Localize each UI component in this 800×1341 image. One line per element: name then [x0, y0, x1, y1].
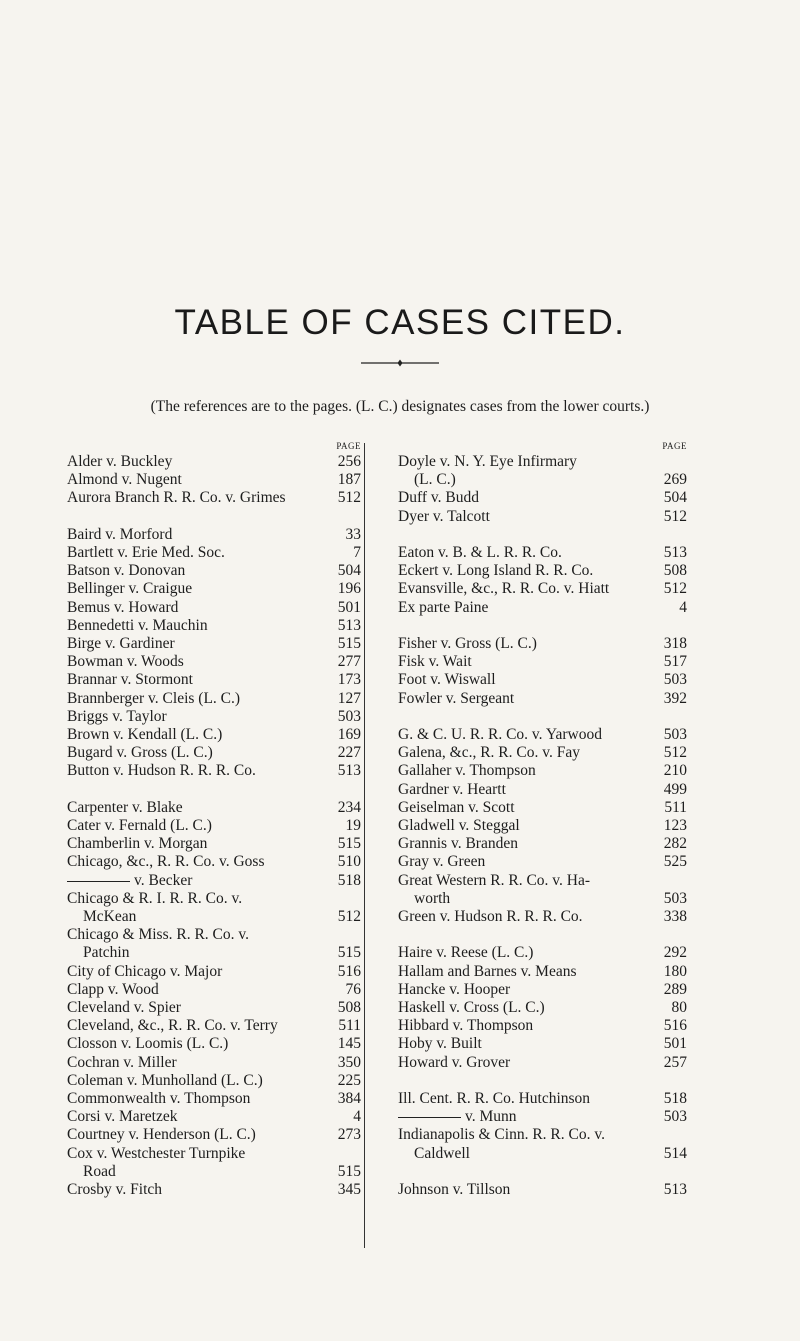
case-entry [67, 471, 361, 489]
case-entry [67, 963, 361, 981]
case-name: Fisk v. Wait [398, 653, 472, 671]
case-entry [67, 744, 361, 762]
case-name: Cater v. Fernald (L. C.) [67, 817, 212, 835]
case-page-number: 518 [663, 1090, 687, 1108]
case-entry [372, 762, 687, 780]
case-name: Chicago, &c., R. R. Co. v. Goss [67, 853, 265, 871]
case-page-number: 257 [663, 1053, 687, 1071]
case-entry [372, 508, 687, 526]
case-name: Hancke v. Hooper [398, 980, 511, 998]
case-entry [372, 944, 687, 962]
case-entry [372, 1090, 687, 1108]
case-name: Birge v. Gardiner [67, 635, 175, 653]
ditto-dash [67, 881, 130, 882]
case-name: Foot v. Wiswall [398, 671, 496, 689]
case-name: Button v. Hudson R. R. R. Co. [67, 762, 256, 780]
case-entry [67, 981, 361, 999]
case-name: Cleveland, &c., R. R. Co. v. Terry [67, 1017, 278, 1035]
case-entry [67, 1145, 361, 1163]
case-name: Fowler v. Sergeant [398, 689, 515, 707]
cases-column-right [372, 440, 687, 1199]
case-entry [372, 580, 687, 598]
case-name: Gray v. Green [398, 853, 486, 871]
case-name: Corsi v. Maretzek [67, 1108, 178, 1126]
case-name: McKean [83, 908, 137, 926]
case-name: Great Western R. R. Co. v. Ha- [398, 871, 591, 889]
case-name: Courtney v. Henderson (L. C.) [67, 1126, 256, 1144]
case-entry [67, 872, 361, 890]
case-page-number: 513 [337, 762, 361, 780]
case-name: Bartlett v. Erie Med. Soc. [67, 544, 225, 561]
case-page-number: 80 [671, 999, 687, 1017]
case-name: Bugard v. Gross (L. C.) [67, 744, 213, 762]
case-page-number: 511 [338, 1017, 361, 1035]
case-page-number: 338 [663, 908, 687, 926]
ornament-rule-icon [361, 358, 439, 368]
case-entry [67, 635, 361, 653]
case-entry [372, 690, 687, 708]
case-entry [67, 926, 361, 944]
case-entry [67, 671, 361, 689]
case-name: Johnson v. Tillson [398, 1181, 511, 1199]
case-entry [67, 853, 361, 871]
case-page-number: 504 [663, 489, 687, 507]
case-entry [67, 1108, 361, 1126]
case-name: Geiselman v. Scott [398, 798, 515, 816]
case-name: Patchin [83, 944, 130, 962]
case-entry [67, 908, 361, 926]
case-page-number: 513 [663, 1181, 687, 1199]
case-entry [67, 544, 361, 562]
case-page-number: 187 [337, 471, 361, 489]
case-name: Duff v. Budd [398, 489, 479, 507]
case-entry [67, 1181, 361, 1199]
case-page-number: 273 [337, 1126, 361, 1144]
case-entry [372, 1035, 687, 1053]
case-name: v. Munn [398, 1108, 517, 1126]
case-name: Doyle v. N. Y. Eye Infirmary [398, 453, 577, 470]
case-page-number: 525 [663, 853, 687, 871]
case-entry [372, 1054, 687, 1072]
case-entry [372, 453, 687, 471]
case-entry [67, 944, 361, 962]
case-name: Ill. Cent. R. R. Co. Hutchinson [398, 1090, 591, 1108]
case-name: Green v. Hudson R. R. R. Co. [398, 908, 583, 926]
case-name: Brown v. Kendall (L. C.) [67, 726, 223, 744]
case-name: Coleman v. Munholland (L. C.) [67, 1071, 263, 1089]
case-entry [67, 726, 361, 744]
case-page-number: 289 [663, 980, 687, 998]
case-page-number: 499 [663, 780, 687, 798]
ditto-dash [398, 1117, 461, 1118]
case-page-number: 511 [664, 798, 687, 816]
case-entry [67, 599, 361, 617]
case-page-number: 123 [663, 817, 687, 835]
case-entry [67, 817, 361, 835]
case-entry [67, 1017, 361, 1035]
case-name: Cleveland v. Spier [67, 999, 181, 1017]
case-name: Gladwell v. Steggal [398, 817, 520, 835]
case-page-number: 504 [337, 562, 361, 580]
case-name: Clapp v. Wood [67, 980, 159, 998]
case-entry [372, 799, 687, 817]
case-name: Crosby v. Fitch [67, 1181, 163, 1199]
case-entry [372, 471, 687, 489]
case-list-left [67, 453, 361, 1199]
case-page-number: 516 [663, 1017, 687, 1035]
case-name: Howard v. Grover [398, 1053, 511, 1071]
case-name: Alder v. Buckley [67, 453, 173, 470]
case-entry [67, 690, 361, 708]
case-page-number: 76 [345, 980, 361, 998]
case-entry [67, 762, 361, 780]
case-entry [372, 1181, 687, 1199]
case-name: worth [414, 889, 451, 907]
case-entry [372, 1126, 687, 1144]
case-entry [372, 1145, 687, 1163]
case-entry [372, 835, 687, 853]
case-page-number: 392 [663, 689, 687, 707]
case-name: Baird v. Morford [67, 525, 173, 543]
case-name: Closson v. Loomis (L. C.) [67, 1035, 229, 1053]
case-name: Hibbard v. Thompson [398, 1017, 534, 1035]
case-entry [372, 599, 687, 617]
case-page-number: 234 [337, 798, 361, 816]
case-name: Dyer v. Talcott [398, 507, 490, 525]
case-entry [372, 817, 687, 835]
case-entry [372, 562, 687, 580]
case-entry [372, 781, 687, 799]
case-name: Road [83, 1162, 116, 1180]
case-name: Gallaher v. Thompson [398, 762, 536, 780]
case-entry [67, 890, 361, 908]
case-entry [67, 489, 361, 507]
case-name: Hoby v. Built [398, 1035, 482, 1053]
case-entry [67, 835, 361, 853]
case-name: Ex parte Paine [398, 598, 489, 616]
case-page-number: 514 [663, 1144, 687, 1162]
case-entry [67, 1054, 361, 1072]
case-name: Evansville, &c., R. R. Co. v. Hiatt [398, 580, 610, 598]
case-name: Briggs v. Taylor [67, 707, 167, 725]
case-entry [67, 708, 361, 726]
case-entry [67, 999, 361, 1017]
case-entry [67, 1163, 361, 1181]
case-page-number: 127 [337, 689, 361, 707]
case-name: Batson v. Donovan [67, 562, 186, 580]
case-page-number: 516 [337, 962, 361, 980]
case-entry [372, 635, 687, 653]
case-name: Almond v. Nugent [67, 471, 182, 489]
case-entry [67, 653, 361, 671]
case-entry [372, 999, 687, 1017]
case-page-number: 180 [663, 962, 687, 980]
case-page-number: 196 [337, 580, 361, 598]
case-name: Aurora Branch R. R. Co. v. Grimes [67, 489, 286, 507]
case-entry [67, 580, 361, 598]
case-page-number: 384 [337, 1090, 361, 1108]
case-name: Haire v. Reese (L. C.) [398, 944, 534, 962]
case-page-number: 503 [663, 1108, 687, 1126]
case-entry [372, 544, 687, 562]
case-entry [67, 453, 361, 471]
case-page-number: 503 [663, 889, 687, 907]
case-page-number: 269 [663, 471, 687, 489]
case-name: Eaton v. B. & L. R. R. Co. [398, 544, 562, 561]
case-name: (L. C.) [414, 471, 456, 489]
case-name: Cochran v. Miller [67, 1053, 177, 1071]
case-page-number: 515 [337, 635, 361, 653]
case-page-number: 512 [337, 908, 361, 926]
case-page-number: 515 [337, 1162, 361, 1180]
case-page-number: 503 [663, 671, 687, 689]
case-page-number: 277 [337, 653, 361, 671]
case-page-number: 282 [663, 835, 687, 853]
case-name: Chicago & R. I. R. R. Co. v. [67, 889, 243, 907]
case-entry [372, 963, 687, 981]
case-name: Caldwell [414, 1144, 470, 1162]
case-entry [67, 562, 361, 580]
case-name: Bennedetti v. Mauchin [67, 616, 208, 634]
case-page-number: 512 [663, 580, 687, 598]
case-entry [372, 853, 687, 871]
case-entry [67, 1035, 361, 1053]
case-entry [67, 1126, 361, 1144]
case-entry [372, 1017, 687, 1035]
case-page-number: 210 [663, 762, 687, 780]
case-name: Bellinger v. Craigue [67, 580, 193, 598]
case-entry [67, 1072, 361, 1090]
case-name: Brannar v. Stormont [67, 671, 193, 689]
case-entry [67, 617, 361, 635]
case-page-number: 512 [337, 489, 361, 507]
case-page-number: 4 [353, 1108, 361, 1126]
case-page-number: 501 [663, 1035, 687, 1053]
case-page-number: 7 [353, 544, 361, 561]
case-entry [372, 981, 687, 999]
page-column-header-left: PAGE [336, 441, 361, 451]
case-page-number: 33 [345, 525, 361, 543]
case-entry [372, 653, 687, 671]
case-name: Commonwealth v. Thompson [67, 1090, 251, 1108]
case-entry [67, 526, 361, 544]
case-entry [372, 726, 687, 744]
case-page-number: 173 [337, 671, 361, 689]
case-name: Cox v. Westchester Turnpike [67, 1144, 246, 1162]
case-page-number: 512 [663, 744, 687, 762]
case-page-number: 503 [337, 707, 361, 725]
case-page-number: 318 [663, 635, 687, 652]
case-page-number: 227 [337, 744, 361, 762]
case-page-number: 518 [337, 871, 361, 889]
case-name: Brannberger v. Cleis (L. C.) [67, 689, 241, 707]
case-entry [372, 744, 687, 762]
case-page-number: 501 [337, 598, 361, 616]
case-name: Galena, &c., R. R. Co. v. Fay [398, 744, 580, 762]
case-name: v. Becker [67, 872, 192, 890]
case-page-number: 508 [337, 999, 361, 1017]
case-page-number: 517 [663, 653, 687, 671]
case-entry [372, 908, 687, 926]
case-page-number: 169 [337, 726, 361, 744]
case-entry [372, 489, 687, 507]
case-page-number: 145 [337, 1035, 361, 1053]
case-page-number: 19 [345, 817, 361, 835]
case-name: Chicago & Miss. R. R. Co. v. [67, 926, 249, 944]
case-entry [67, 1090, 361, 1108]
case-page-number: 292 [663, 944, 687, 962]
case-name: Bowman v. Woods [67, 653, 184, 671]
page-column-header-right: PAGE [662, 441, 687, 451]
cases-column-left [67, 440, 361, 1199]
case-entry [372, 890, 687, 908]
case-page-number: 515 [337, 944, 361, 962]
case-name: Grannis v. Branden [398, 835, 518, 853]
case-entry [372, 671, 687, 689]
case-name: Eckert v. Long Island R. R. Co. [398, 562, 594, 580]
case-name: Chamberlin v. Morgan [67, 835, 208, 853]
case-page-number: 503 [663, 726, 687, 743]
case-entry [67, 799, 361, 817]
column-divider [364, 443, 365, 1248]
case-name: Haskell v. Cross (L. C.) [398, 999, 545, 1017]
case-name: Carpenter v. Blake [67, 798, 183, 816]
case-name: City of Chicago v. Major [67, 962, 223, 980]
case-page-number: 510 [337, 853, 361, 871]
case-entry [372, 872, 687, 890]
reference-note: (The references are to the pages. (L. C.) designates cases from the lower courts.) [150, 398, 650, 415]
case-name: Hallam and Barnes v. Means [398, 962, 577, 980]
case-page-number: 512 [663, 507, 687, 525]
case-name: G. & C. U. R. R. Co. v. Yarwood [398, 726, 602, 743]
case-page-number: 508 [663, 562, 687, 580]
case-page-number: 513 [337, 616, 361, 634]
case-page-number: 256 [337, 453, 361, 470]
case-page-number: 345 [337, 1181, 361, 1199]
case-page-number: 350 [337, 1053, 361, 1071]
case-page-number: 4 [679, 598, 687, 616]
case-page-number: 225 [337, 1071, 361, 1089]
case-entry [372, 1108, 687, 1126]
page-title: TABLE OF CASES CITED. [174, 303, 626, 342]
case-name: Fisher v. Gross (L. C.) [398, 635, 537, 652]
case-list-right [372, 453, 687, 1199]
case-name: Bemus v. Howard [67, 598, 179, 616]
case-name: Gardner v. Heartt [398, 780, 506, 798]
case-page-number: 513 [663, 544, 687, 561]
case-name: Indianapolis & Cinn. R. R. Co. v. [398, 1126, 605, 1144]
case-page-number: 515 [337, 835, 361, 853]
